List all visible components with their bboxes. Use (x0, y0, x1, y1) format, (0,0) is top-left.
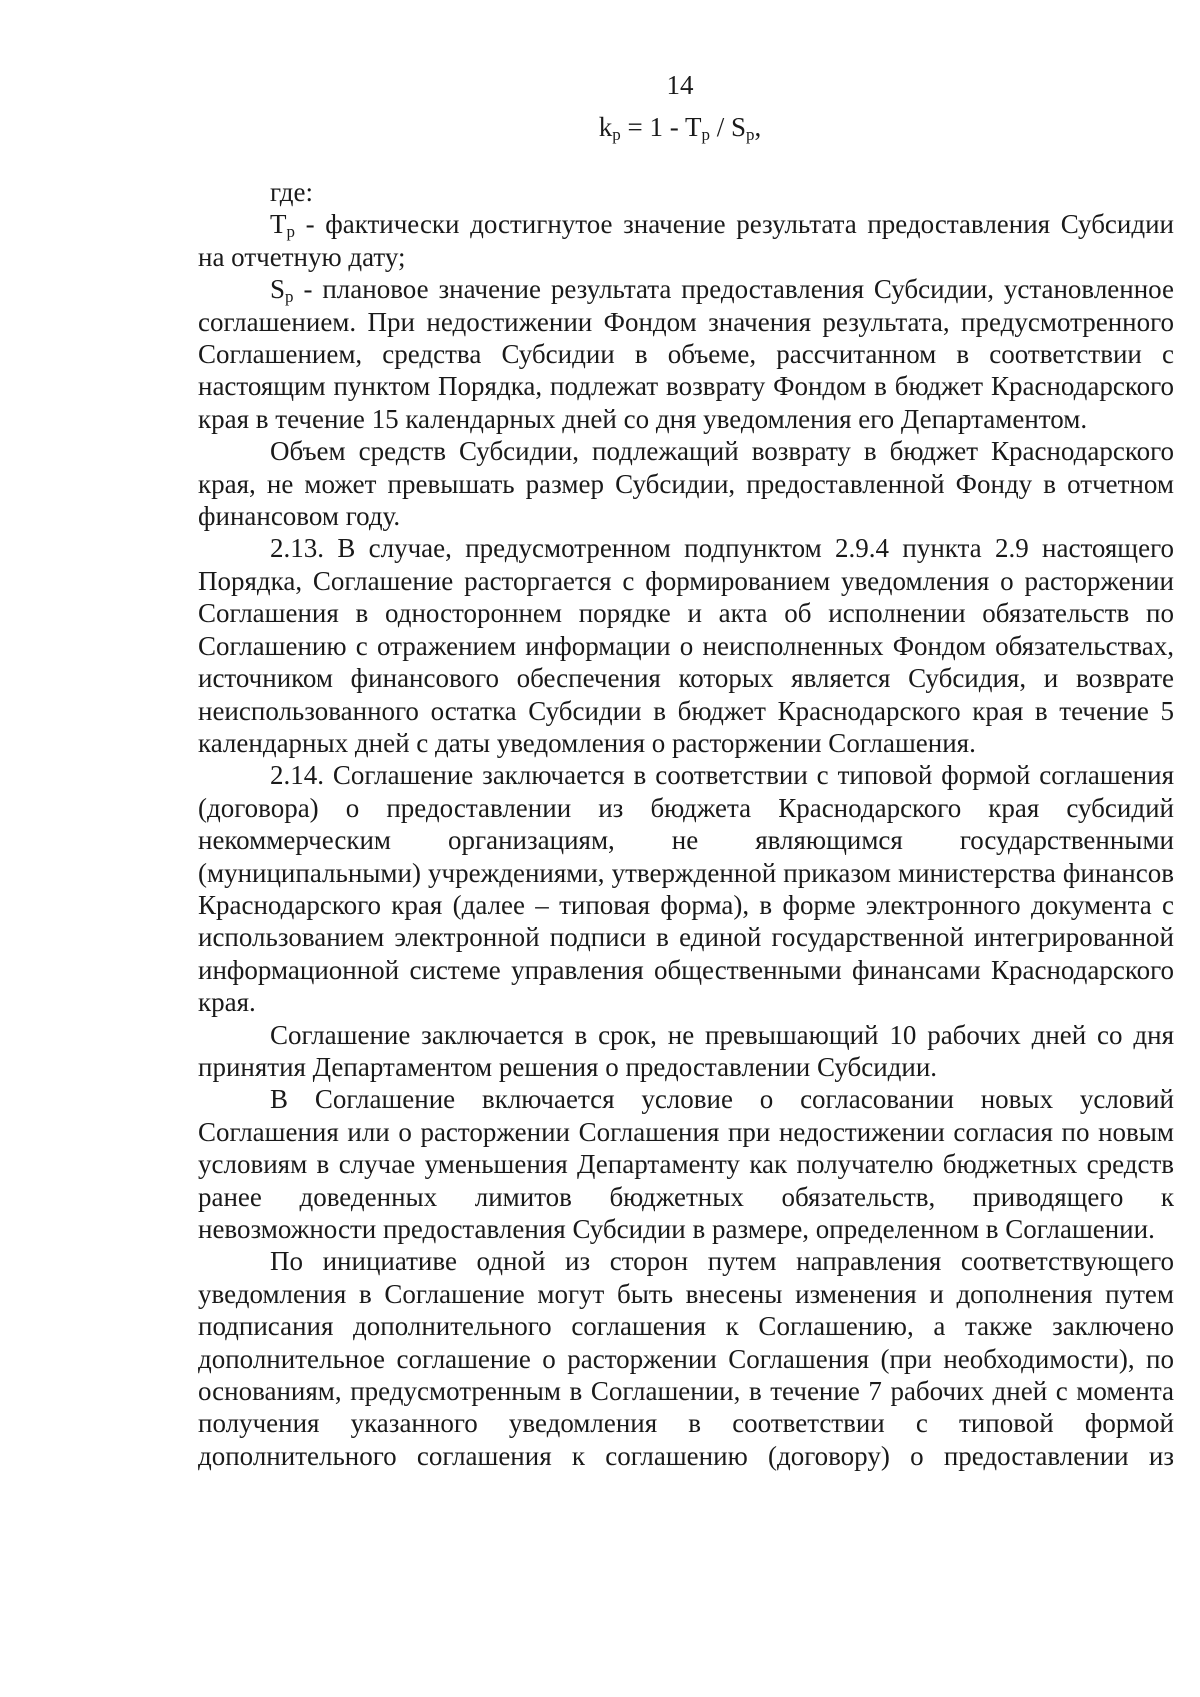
paragraph-2-14: 2.14. Соглашение заключается в соответствии с типовой формой соглашения (договора) о предоставлении из бюджета Краснодарского края субсидий некоммерческим организациям, не являющимся государственными (муниципальными) учреждениями, утвержденной приказом министерства финансов Краснодарского края (далее – типовая форма), в форме электронного документа с использованием электронной подписи в единой государственной интегрированной информационной системе управления общественными финансами Краснодарского края. (198, 760, 1174, 1018)
body-text (198, 176, 1174, 1472)
definition-t-text: - фактически достигнутое значение результата предоставления Субсидии на отчетную дату; (198, 209, 1174, 272)
paragraph-new-conditions: В Соглашение включается условие о согласовании новых условий Соглашения или о расторжении Соглашения при недостижении согласия по новым условиям в случае уменьшения Департаменту как получателю бюджетных средств ранее доведенных лимитов бюджетных обязательств, приводящего к невозможности предоставления Субсидии в размере, определенном в Соглашении. (198, 1084, 1174, 1244)
formula-rhs-subscript: p (746, 125, 755, 144)
formula-mid-subscript: p (701, 125, 710, 144)
formula-sep: / S (709, 112, 746, 142)
definition-s-subscript: p (285, 287, 294, 307)
definition-t-subscript: p (286, 222, 295, 242)
formula-lhs: k (598, 112, 613, 142)
formula (0, 112, 1200, 142)
definition-t-symbol: T (270, 209, 287, 240)
formula-tail: , (754, 112, 762, 142)
formula-lhs-subscript: p (612, 125, 621, 144)
paragraph-amendments: По инициативе одной из сторон путем направления соответствующего уведомления в Соглашение могут быть внесены изменения и дополнения путем подписания дополнительного соглашения к Соглашению, а также заключено дополнительное соглашение о расторжении Соглашения (при необходимости), по основаниям, предусмотренным в Соглашении, в течение 7 рабочих дней с момента получения указанного уведомления в соответствии с типовой формой дополнительного соглашения к соглашению (договору) о предоставлении из (198, 1246, 1174, 1471)
definition-s-symbol: S (270, 274, 286, 305)
paragraph-agreement-term: Соглашение заключается в срок, не превышающий 10 рабочих дней со дня принятия Департаментом решения о предоставлении Субсидии. (198, 1019, 1174, 1082)
definition-t (198, 208, 1174, 273)
paragraph-return-volume: Объем средств Субсидии, подлежащий возврату в бюджет Краснодарского края, не может превышать размер Субсидии, предоставленной Фонду в отчетном финансовом году. (198, 436, 1174, 532)
page-number: 14 (666, 70, 694, 100)
paragraph-2-13: 2.13. В случае, предусмотренном подпунктом 2.9.4 пункта 2.9 настоящего Порядка, Соглашение расторгается с формированием уведомления о расторжении Соглашения в одностороннем порядке и акта об исполнении обязательств по Соглашению с отражением информации о неисполненных Фондом обязательствах, источником финансового обеспечения которых является Субсидия, и возврате неиспользованного остатка Субсидии в бюджет Краснодарского края в течение 5 календарных дней с даты уведомления о расторжении Соглашения. (198, 533, 1174, 758)
formula-mid: = 1 - T (620, 112, 702, 142)
where-label: где: (270, 177, 313, 207)
definition-s-text: - плановое значение результата предоставления Субсидии, установленное соглашением. При недостижении Фондом значения результата, предусмотренного Соглашением, средства Субсидии в объеме, рассчитанном в соответствии с настоящим пунктом Порядка, подлежат возврату Фондом в бюджет Краснодарского края в течение 15 календарных дней со дня уведомления его Департаментом. (198, 274, 1174, 434)
definition-s (198, 273, 1174, 435)
